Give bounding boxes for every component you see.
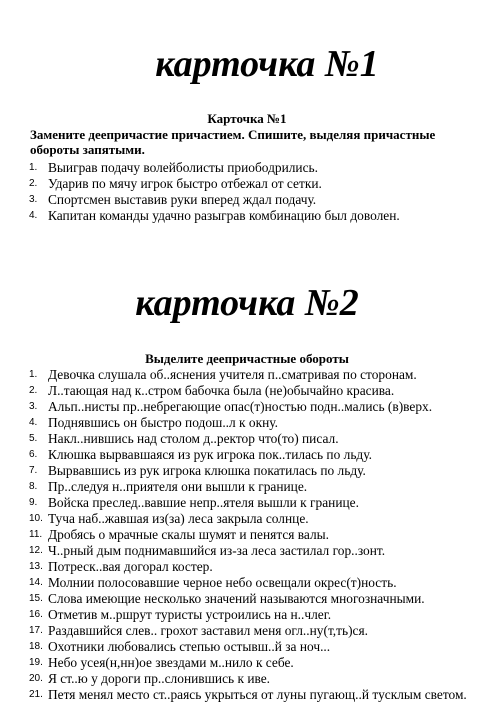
list-item-text: Слова имеющие несколько значений называются многозначными.: [48, 591, 425, 606]
list-item: 7. Вырвавшись из рук игрока клюшка покатилась по льду.: [29, 463, 366, 478]
list-item: 3. Спортсмен выставив руки вперед ждал подачу.: [29, 192, 317, 207]
list-item-text: Пр..следуя н..приятеля они вышли к границе.: [48, 479, 308, 494]
list-item-text: Отметив м..ршрут туристы устроились на н..члег.: [48, 607, 332, 622]
list-item: 1. Девочка слушала об..яснения учителя п..сматривая по сторонам.: [29, 367, 417, 382]
list-item-text: Спортсмен выставив руки вперед ждал подачу.: [48, 192, 317, 207]
list-item: 2. Л..тающая над к..стром бабочка была (не)обычайно красива.: [29, 383, 395, 398]
list-item: 20. Я ст..ю у дороги пр..слонившись к иве.: [29, 671, 271, 686]
list-item: 11. Дробясь о мрачные скалы шумят и пенятся валы.: [29, 527, 330, 542]
list-item-text: Накл..нившись над столом д..ректор что(то) писал.: [48, 431, 339, 446]
list-item: 13. Потреск..вая догорал костер.: [29, 559, 213, 574]
list-item-text: Поднявшись он быстро подош..л к окну.: [48, 415, 278, 430]
list-item-text: Молнии полосовавшие черное небо освещали окрес(т)ность.: [48, 575, 397, 590]
list-item-text: Петя менял место ст..раясь укрыться от луны пугающ..й тусклым светом.: [48, 687, 467, 702]
list-item: 1. Выиграв подачу волейболисты приободрились.: [29, 160, 318, 175]
card-1-title: карточка №1: [155, 43, 379, 85]
list-item-text: Потреск..вая догорал костер.: [48, 559, 213, 574]
card-2-task-list: [0, 367, 470, 703]
card-1-task-list: [0, 160, 470, 224]
list-item-text: Клюшка вырвавшаяся из рук игрока пок..тилась по льду.: [48, 447, 372, 462]
list-item: 16. Отметив м..ршрут туристы устроились на н..члег.: [29, 607, 332, 622]
list-item: 10. Туча наб..жавшая из(за) леса закрыла солнце.: [29, 511, 309, 526]
list-item: 2. Ударив по мячу игрок быстро отбежал от сетки.: [29, 176, 322, 191]
card-1-instruction: Замените деепричастие причастием. Спишите, выделяя причастные обороты запятыми.: [30, 127, 436, 157]
list-item-text: Охотники любовались степью остывш..й за ноч...: [48, 639, 331, 654]
list-item: 9. Войска преслед..вавшие непр..ятеля вышли к границе.: [29, 495, 359, 510]
list-item: 18. Охотники любовались степью остывш..й за ноч...: [29, 639, 331, 654]
list-item: 21. Петя менял место ст..раясь укрыться от луны пугающ..й тусклым светом.: [29, 687, 467, 702]
list-item-text: Ч..рный дым поднимавшийся из-за леса застилал гор..зонт.: [48, 543, 386, 558]
card-2-instruction: Выделите деепричастные обороты: [145, 351, 349, 366]
list-item: 4. Капитан команды удачно разыграв комбинацию был доволен.: [29, 208, 400, 223]
list-item: 6. Клюшка вырвавшаяся из рук игрока пок..тилась по льду.: [29, 447, 372, 462]
list-item: 14. Молнии полосовавшие черное небо освещали окрес(т)ность.: [29, 575, 397, 590]
list-item-text: Дробясь о мрачные скалы шумят и пенятся валы.: [48, 527, 330, 542]
list-item: 15. Слова имеющие несколько значений называются многозначными.: [29, 591, 425, 606]
list-item: 3. Альп..нисты пр..небрегающие опас(т)ностью подн..мались (в)верх.: [29, 399, 433, 414]
list-item-text: Л..тающая над к..стром бабочка была (не)обычайно красива.: [48, 383, 395, 398]
list-item: 5. Накл..нившись над столом д..ректор что(то) писал.: [29, 431, 339, 446]
list-item: 12. Ч..рный дым поднимавшийся из-за леса застилал гор..зонт.: [29, 543, 386, 558]
list-item-text: Девочка слушала об..яснения учителя п..сматривая по сторонам.: [48, 367, 417, 382]
list-item-text: Выиграв подачу волейболисты приободрились.: [48, 160, 318, 175]
list-item-text: Туча наб..жавшая из(за) леса закрыла солнце.: [48, 511, 309, 526]
list-item: 4. Поднявшись он быстро подош..л к окну.: [29, 415, 278, 430]
list-item-text: Вырвавшись из рук игрока клюшка покатилась по льду.: [48, 463, 366, 478]
list-item-text: Ударив по мячу игрок быстро отбежал от сетки.: [48, 176, 322, 191]
list-item: 17. Раздавшийся слев.. грохот заставил меня огл..ну(т,ть)ся.: [29, 623, 369, 638]
list-item-text: Войска преслед..вавшие непр..ятеля вышли к границе.: [48, 495, 359, 510]
list-item-text: Я ст..ю у дороги пр..слонившись к иве.: [48, 671, 271, 686]
list-item-text: Капитан команды удачно разыграв комбинацию был доволен.: [48, 208, 400, 223]
card-2-title: карточка №2: [135, 282, 359, 324]
list-item: 19. Небо усея(н,нн)ое звездами м..нило к себе.: [29, 655, 294, 670]
list-item-text: Раздавшийся слев.. грохот заставил меня огл..ну(т,ть)ся.: [48, 623, 369, 638]
list-item-text: Небо усея(н,нн)ое звездами м..нило к себе.: [48, 655, 294, 670]
card-1-subtitle: Карточка №1: [207, 111, 287, 126]
list-item-text: Альп..нисты пр..небрегающие опас(т)ностью подн..мались (в)верх.: [48, 399, 433, 414]
list-item: 8. Пр..следуя н..приятеля они вышли к границе.: [29, 479, 308, 494]
